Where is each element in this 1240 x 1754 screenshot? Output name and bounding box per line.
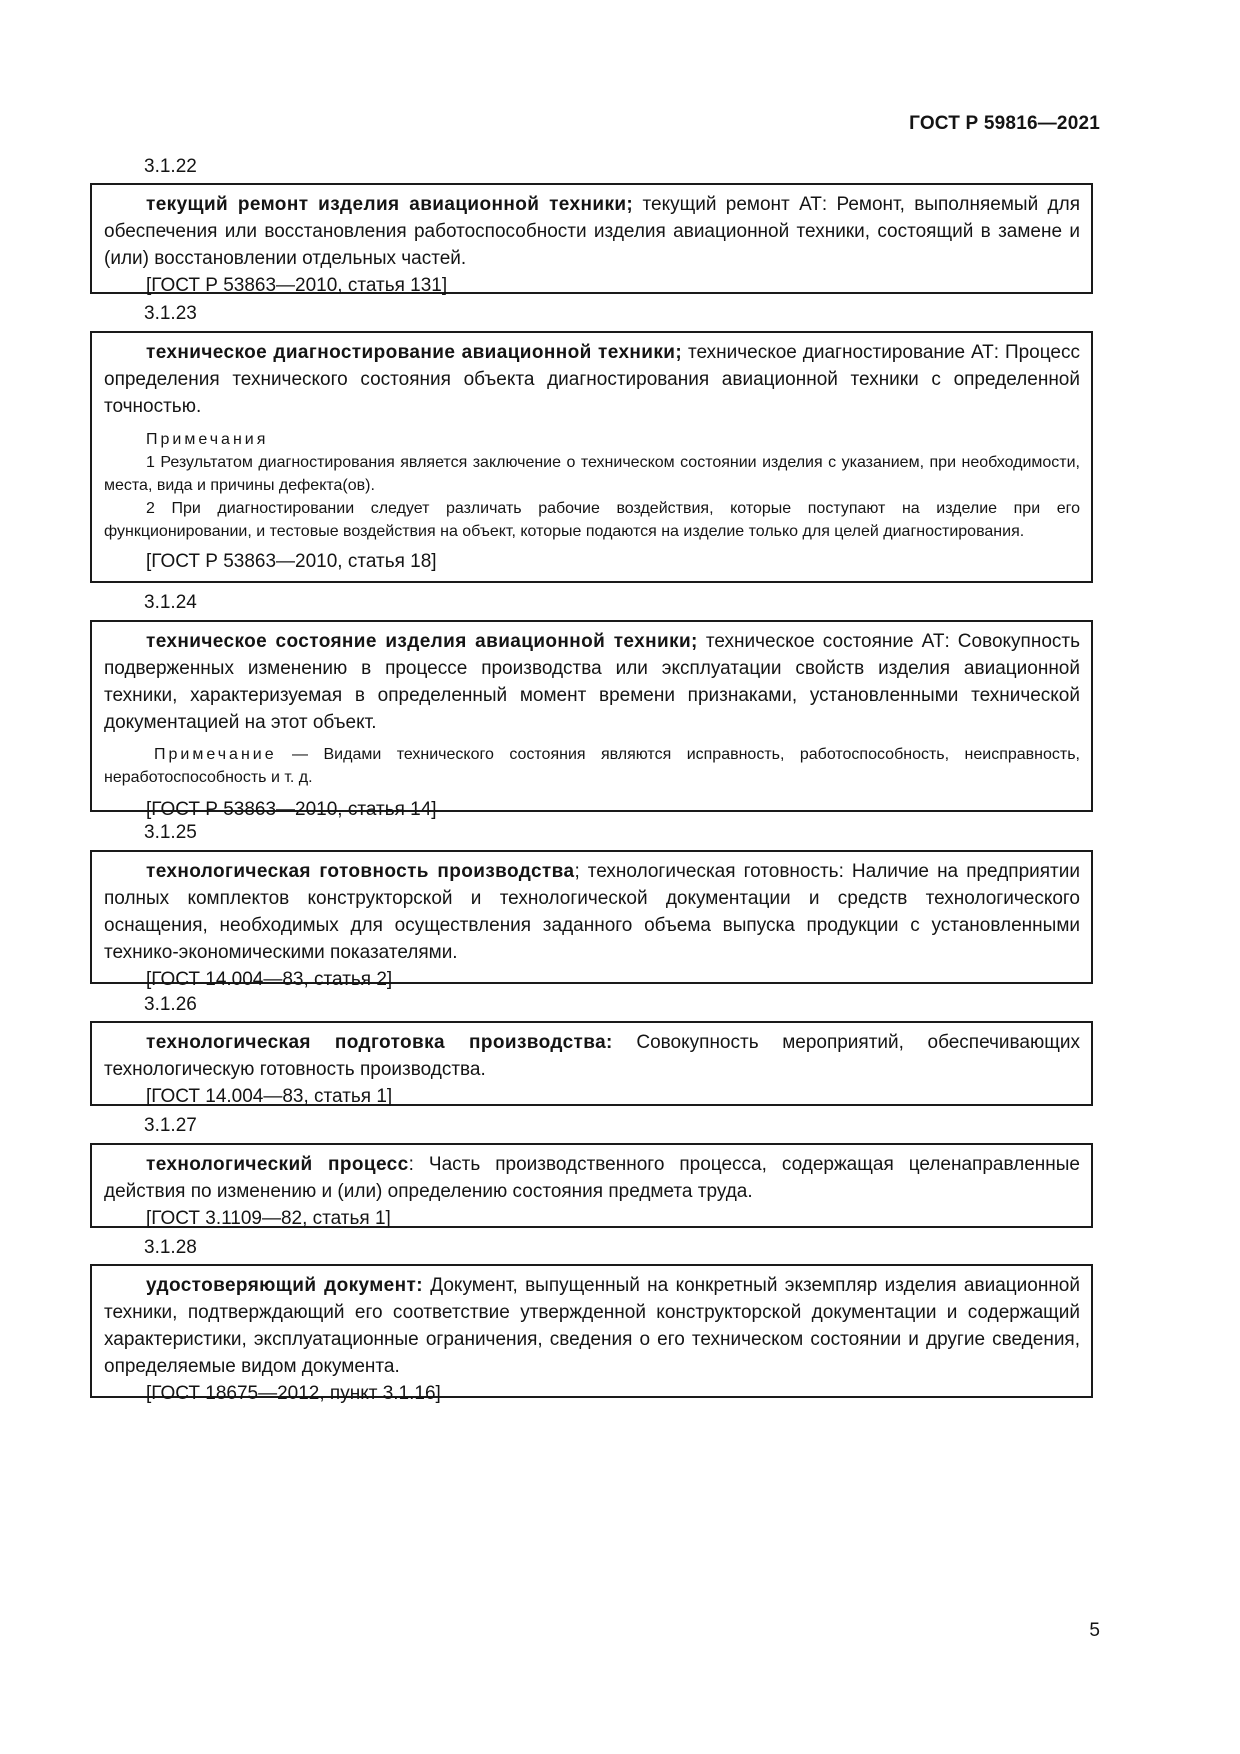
definition-text: ; технологическая готовность: Наличие на предприятии полных комплектов конструкторской и технологической документации и средств технологического оснащения, необходимых для осуществления заданного объема выпуска продукции с установленными технико-экономическими показателями. bbox=[104, 861, 1080, 963]
definition-text: техническое диагностирование АТ: Процесс определения технического состояния объекта диагностирования авиационной техники с определенной точностью. bbox=[104, 342, 1080, 417]
source-reference: [ГОСТ 14.004—83, статья 2] bbox=[146, 969, 393, 990]
term: технологический процесс bbox=[146, 1154, 409, 1175]
page-number: 5 bbox=[1089, 1620, 1100, 1641]
source-reference: [ГОСТ Р 53863—2010, статья 131] bbox=[146, 275, 448, 296]
term: техническое диагностирование авиационной техники; bbox=[146, 342, 683, 363]
definition-paragraph bbox=[104, 1151, 1080, 1205]
source-reference: [ГОСТ Р 53863—2010, статья 14] bbox=[146, 799, 437, 820]
entry-number: 3.1.22 bbox=[144, 156, 197, 177]
definition-text: : Часть производственного процесса, содержащая целенаправленные действия по изменению и (или) определению состояния предмета труда. bbox=[104, 1154, 1080, 1202]
entry-number: 3.1.27 bbox=[144, 1115, 197, 1136]
source-reference: [ГОСТ 3.1109—82, статья 1] bbox=[146, 1208, 391, 1229]
definition-text: Совокупность мероприятий, обеспечивающих технологическую готовность производства. bbox=[104, 1032, 1080, 1080]
definition-text: текущий ремонт АТ: Ремонт, выполняемый для обеспечения или восстановления работоспособности изделия авиационной техники, состоящий в замене и (или) восстановлении отдельных частей. bbox=[104, 194, 1080, 269]
definition-box bbox=[90, 850, 1093, 990]
entry-number: 3.1.23 bbox=[144, 303, 197, 324]
source-reference: [ГОСТ 14.004—83, статья 1] bbox=[146, 1086, 393, 1107]
term: технологическая готовность производства bbox=[146, 861, 575, 882]
definition-box bbox=[90, 183, 1093, 294]
entry-number: 3.1.26 bbox=[144, 994, 197, 1015]
definition-text: техническое состояние АТ: Совокупность подверженных изменению в процессе производства или эксплуатации свойств изделия авиационной техники, характеризуемая в определенный момент времени признаками, установленными технической документацией на этот объект. bbox=[104, 631, 1080, 733]
source-reference: [ГОСТ Р 53863—2010, статья 18] bbox=[146, 551, 437, 572]
note-label: Примечание bbox=[154, 746, 277, 763]
definition-paragraph bbox=[104, 1029, 1080, 1083]
definition-paragraph bbox=[104, 339, 1080, 420]
definition-paragraph bbox=[104, 1272, 1080, 1380]
term: технологическая подготовка производства: bbox=[146, 1032, 613, 1053]
entry-number: 3.1.25 bbox=[144, 822, 197, 843]
note-item: 2 При диагностировании следует различать рабочие воздействия, которые поступают на изделие при его функционировании, и тестовые воздействия на объект, которые подаются на изделие только для целей диагностирования. bbox=[104, 500, 1080, 540]
definition-box bbox=[90, 1143, 1093, 1228]
definition-paragraph bbox=[104, 191, 1080, 272]
definition-box bbox=[90, 1021, 1093, 1106]
document-code: ГОСТ Р 59816—2021 bbox=[909, 113, 1100, 134]
term: текущий ремонт изделия авиационной техники; bbox=[146, 194, 634, 215]
note-item: 1 Результатом диагностирования является заключение о техническом состоянии изделия с указанием, при необходимости, места, вида и причины дефекта(ов). bbox=[104, 454, 1080, 494]
notes-block bbox=[104, 428, 1080, 543]
definition-box bbox=[90, 331, 1093, 583]
notes-title: Примечания bbox=[146, 431, 269, 448]
notes-block bbox=[104, 743, 1080, 789]
note-item bbox=[104, 743, 1080, 789]
definition-paragraph bbox=[104, 628, 1080, 736]
note-text: — Видами технического состояния являются исправность, работоспособность, неисправность, неработоспособность и т. д. bbox=[104, 746, 1080, 786]
entry-number: 3.1.28 bbox=[144, 1237, 197, 1258]
definition-paragraph bbox=[104, 858, 1080, 966]
term: техническое состояние изделия авиационной техники; bbox=[146, 631, 698, 652]
definition-box bbox=[90, 1264, 1093, 1404]
source-reference: [ГОСТ 18675—2012, пункт 3.1.16] bbox=[146, 1383, 441, 1404]
entry-number: 3.1.24 bbox=[144, 592, 197, 613]
term: удостоверяющий документ: bbox=[146, 1275, 423, 1296]
definition-box bbox=[90, 620, 1093, 820]
definition-text: Документ, выпущенный на конкретный экземпляр изделия авиационной техники, подтверждающий его соответствие утвержденной конструкторской документации и содержащий характеристики, эксплуатационные ограничения, сведения о его техническом состоянии и другие сведения, определяемые видом документа. bbox=[104, 1275, 1080, 1377]
